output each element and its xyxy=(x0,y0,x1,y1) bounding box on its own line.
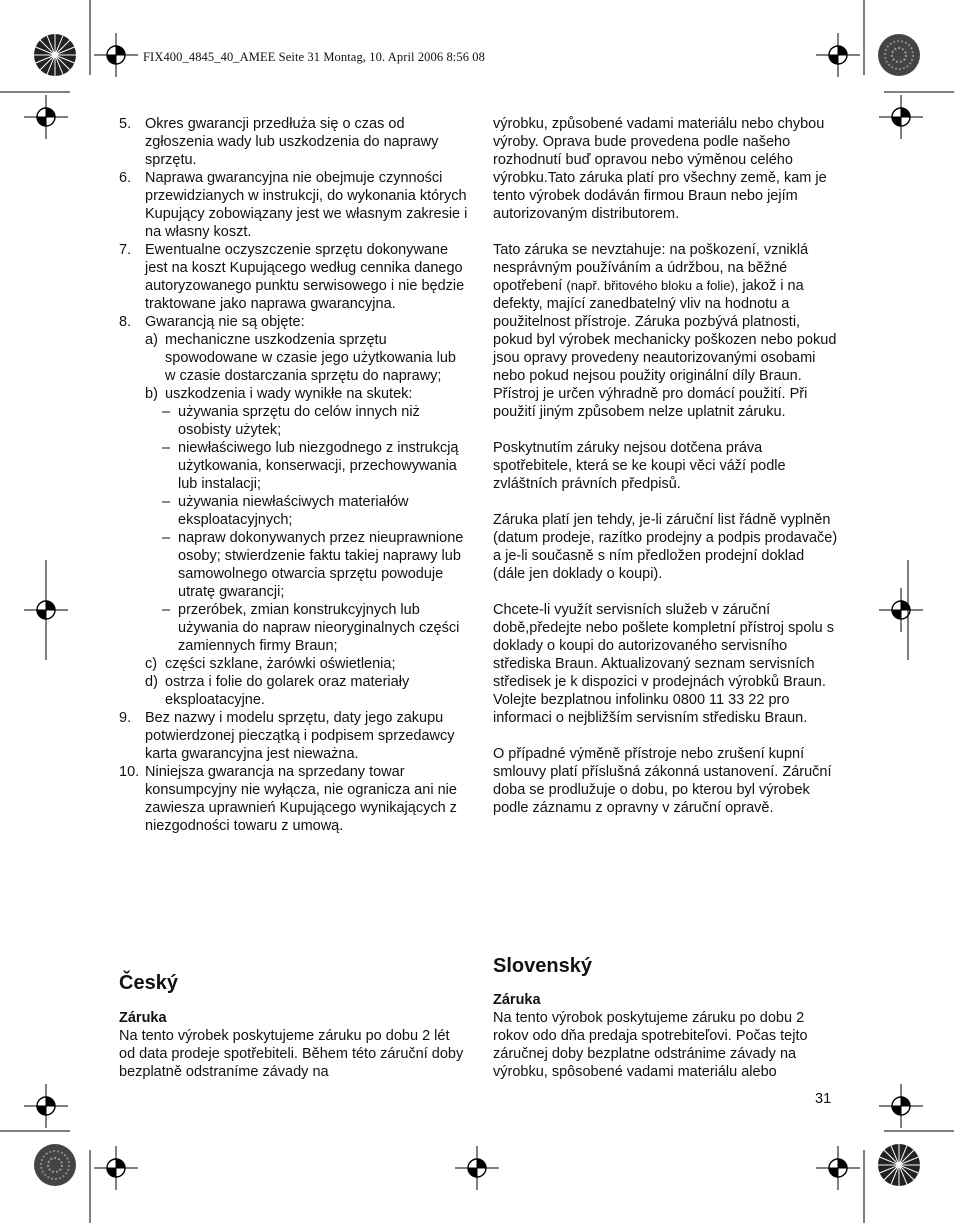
list-item xyxy=(119,115,469,169)
list-item xyxy=(119,709,469,763)
list-item xyxy=(119,241,469,313)
czech-heading: Český xyxy=(119,972,178,994)
dash-mark: – xyxy=(162,494,171,510)
sub-text: uszkodzenia i wady wynikłe na skutek: xyxy=(165,386,413,402)
sub-letter: b) xyxy=(145,386,158,402)
slovak-warranty-intro xyxy=(493,991,838,1081)
dash-item xyxy=(145,601,469,655)
slovak-heading: Slovenský xyxy=(493,955,592,977)
item-text: Okres gwarancji przedłuża się o czas od zgłoszenia wady lub uszkodzenia do naprawy sprzętu. xyxy=(145,116,439,168)
dash-text: przeróbek, zmian konstrukcyjnych lub używania do napraw nieoryginalnych części zamiennych firmy Braun; xyxy=(178,602,460,654)
sub-text: części szklane, żarówki oświetlenia; xyxy=(165,656,396,672)
paragraph xyxy=(493,241,838,421)
sub-item xyxy=(145,331,469,385)
sub-item xyxy=(145,655,469,673)
paragraph-note: (např. břitového bloku a folie), xyxy=(566,278,739,293)
sub-item xyxy=(145,673,469,709)
paragraph: Záruka platí jen tehdy, je-li záruční list řádně vyplněn (datum prodeje, razítko prodejny a podpis prodavače) a je-li současně s ním předložen prodejní doklad (dále jen doklady o koupi). xyxy=(493,512,838,582)
czech-paragraph: Na tento výrobek poskytujeme záruku po dobu 2 lét od data prodeje spotřebiteli. Během této záruční doby bezplatně odstraníme závady na xyxy=(119,1028,464,1080)
paragraph: Volejte bezplatnou infolinku 0800 11 33 22 pro informaci o nejbližším servisním středisku Braun. xyxy=(493,692,808,726)
sub-text: ostrza i folie do golarek oraz materiały eksploatacyjne. xyxy=(165,674,410,708)
czech-warranty-intro xyxy=(119,1009,464,1081)
sub-item xyxy=(145,385,469,403)
sub-text: mechaniczne uszkodzenia sprzętu spowodowane w czasie jego użytkowania lub w czasie dostarczania sprzętu do naprawy; xyxy=(165,332,456,384)
dash-text: napraw dokonywanych przez nieuprawnione osoby; stwierdzenie faktu takiej naprawy lub samowolnego otwarcia sprzętu powoduje utratę gwarancji; xyxy=(178,530,464,600)
dash-mark: – xyxy=(162,602,171,618)
paragraph: Poskytnutím záruky nejsou dotčena práva spotřebitele, která se ke koupi věci váží podle zvláštních právních předpisů. xyxy=(493,440,786,492)
left-column xyxy=(119,115,469,835)
paragraph: Chcete-li využít servisních služeb v záruční době,předejte nebo pošlete kompletní přístroj spolu s doklady o koupi do autorizovaného servisního střediska Braun. Aktualizovaný seznam servisních středisek je k dispozici v prodejnách výrobků Braun. xyxy=(493,602,834,690)
slovak-paragraph: Na tento výrobok poskytujeme záruku po dobu 2 rokov odo dňa predaja spotrebiteľovi. Počas tejto záručnej doby bezplatne odstránime závady na výrobku, spôsobené vadami materiálu alebo xyxy=(493,1010,808,1080)
sub-letter: d) xyxy=(145,674,158,690)
paragraph: O případné výměně přístroje nebo zrušení kupní smlouvy platí příslušná zákonná ustanovení. Záruční doba se prodlužuje o dobu, po kterou byl výrobek podle záznamu z opravny v záruční opravě. xyxy=(493,746,832,816)
slovak-subheading: Záruka xyxy=(493,992,541,1008)
paragraph-text: Tato záruka se nevztahuje: na poškození, vzniklá nesprávným používáním a údržbou, na běžné opotřebení xyxy=(493,242,809,294)
dash-mark: – xyxy=(162,440,171,456)
print-slug: FIX400_4845_40_AMEE Seite 31 Montag, 10. April 2006 8:56 08 xyxy=(143,50,486,64)
item-text: Bez nazwy i modelu sprzętu, daty jego zakupu potwierdzonej pieczątką i podpisem sprzedawcy karta gwarancyjna jest nieważna. xyxy=(145,710,455,762)
item-number: 10. xyxy=(119,764,140,780)
item-number: 6. xyxy=(119,170,132,186)
dash-mark: – xyxy=(162,404,171,420)
dash-text: niewłaściwego lub niezgodnego z instrukcją użytkowania, konserwacji, przechowywania lub instalacji; xyxy=(178,440,459,492)
item-number: 9. xyxy=(119,710,132,726)
item-text: Niniejsza gwarancja na sprzedany towar konsumpcyjny nie wyłącza, nie ogranicza ani nie zawiesza uprawnień Kupującego wynikających z niezgodności towaru z umową. xyxy=(145,764,457,834)
dash-item xyxy=(145,529,469,601)
paragraph: výrobku, způsobené vadami materiálu nebo chybou výroby. Oprava bude provedena podle našeho rozhodnutí buď opravou nebo výměnou celého výrobku.Tato záruka platí pro všechny země, kam je tento výrobek dodáván firmou Braun nebo jejím autorizovaným distributorem. xyxy=(493,116,827,222)
item-text: Naprawa gwarancyjna nie obejmuje czynności przewidzianych w instrukcji, do wykonania których Kupujący zobowiązany jest we własnym zakresie i na własny koszt. xyxy=(145,170,468,240)
sub-letter: a) xyxy=(145,332,158,348)
item-text: Gwarancją nie są objęte: xyxy=(145,314,305,330)
right-column xyxy=(493,115,838,817)
item-number: 8. xyxy=(119,314,132,330)
dash-text: używania niewłaściwych materiałów eksploatacyjnych; xyxy=(178,494,409,528)
paragraph-text: jakož i na defekty, mající zanedbatelný vliv na hodnotu a použitelnost přístroje. Záruka pozbývá platnosti, pokud byl výrobek mechanicky poškozen nebo pokud jsou opravy provedeny neautorizovanými osobami nebo pokud nejsou použity originální díly Braun. Přístroj je určen výhradně pro domácí použití. Při použití jiným způsobem nelze uplatnit záruku. xyxy=(493,278,837,420)
dash-item xyxy=(145,403,469,439)
dash-item xyxy=(145,493,469,529)
item-number: 7. xyxy=(119,242,132,258)
list-item xyxy=(119,169,469,241)
item-number: 5. xyxy=(119,116,132,132)
dash-item xyxy=(145,439,469,493)
list-item xyxy=(119,313,469,709)
sub-letter: c) xyxy=(145,656,158,672)
dash-mark: – xyxy=(162,530,171,546)
item-text: Ewentualne oczyszczenie sprzętu dokonywane jest na koszt Kupującego według cennika danego autoryzowanego punktu serwisowego i nie będzie traktowane jako naprawa gwarancyjna. xyxy=(145,242,465,312)
dash-text: używania sprzętu do celów innych niż osobisty użytek; xyxy=(178,404,420,438)
czech-subheading: Záruka xyxy=(119,1010,167,1026)
list-item xyxy=(119,763,469,835)
page-number: 31 xyxy=(815,1091,832,1107)
